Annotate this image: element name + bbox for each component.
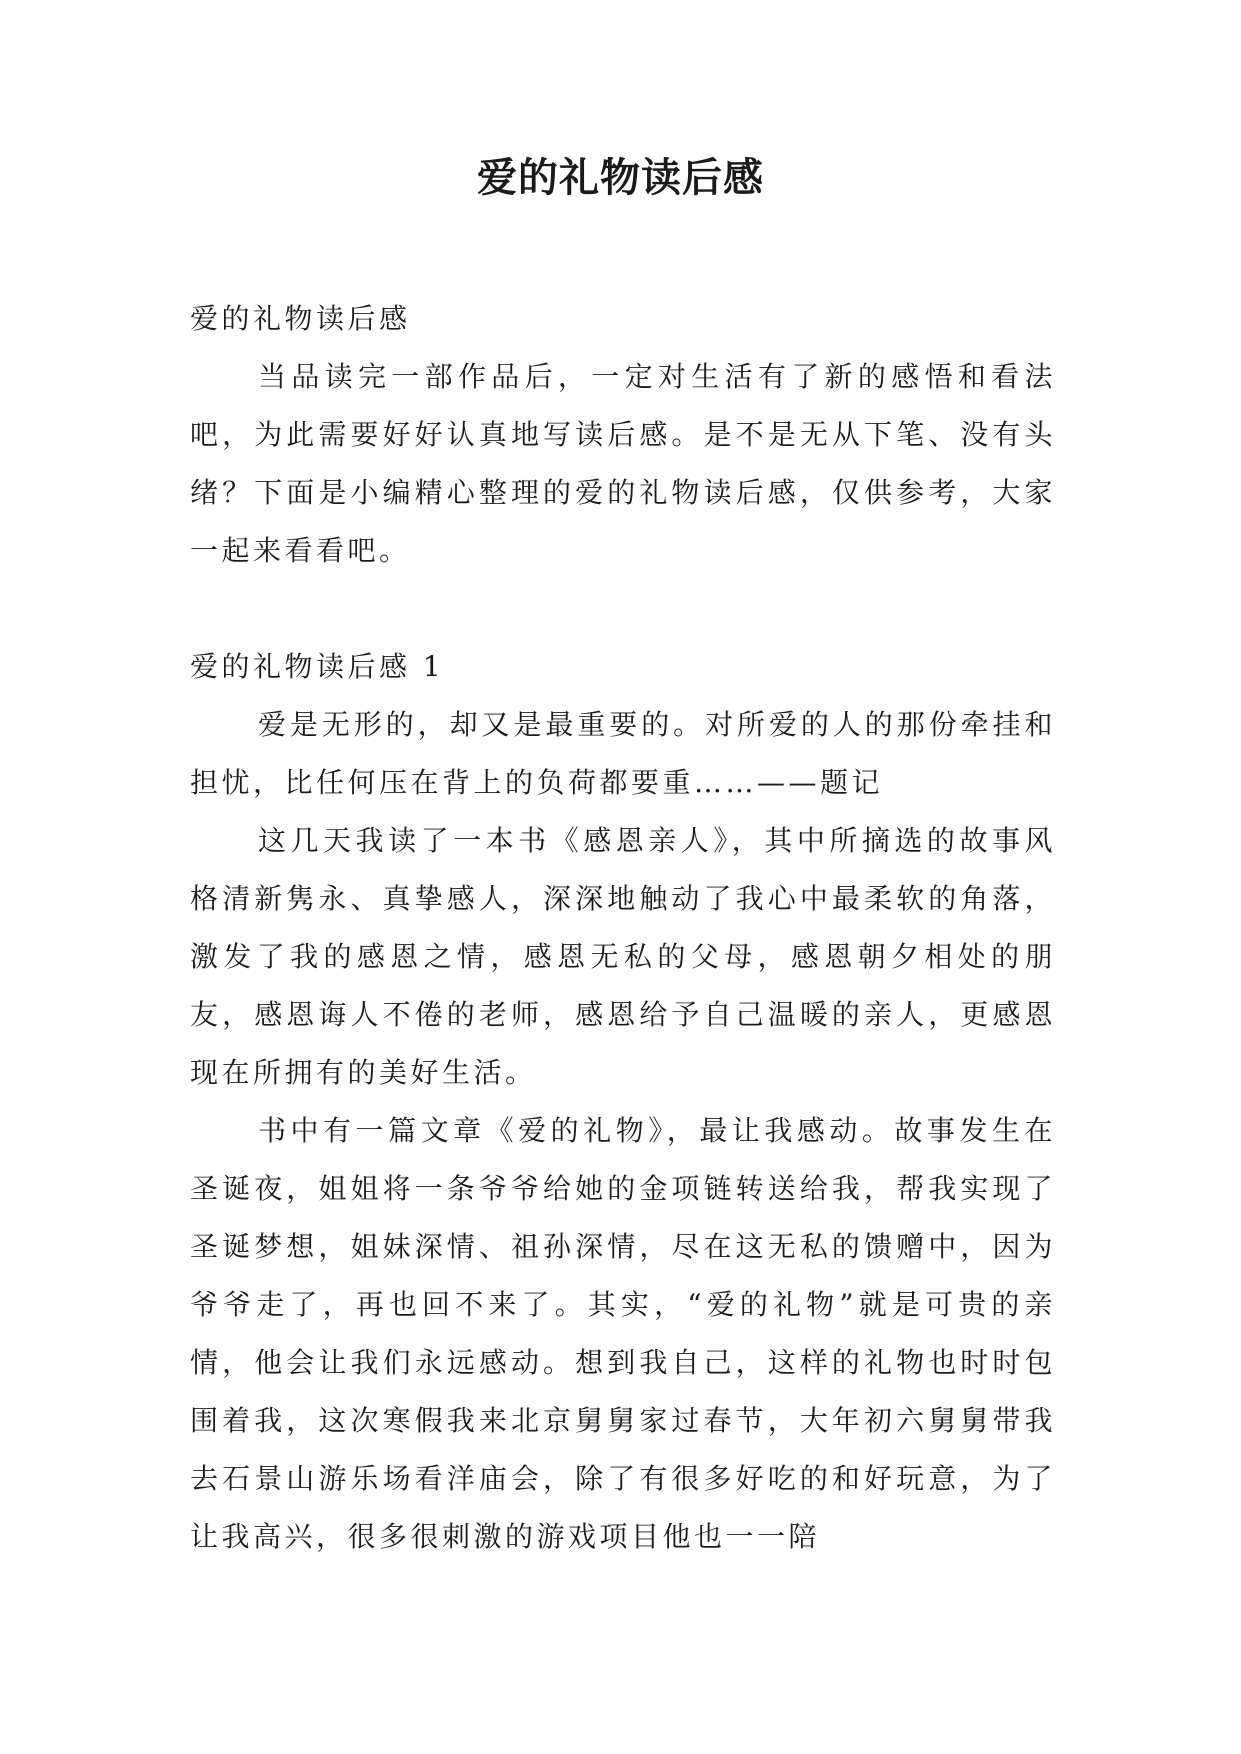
- section1-paragraph-2: 这几天我读了一本书《感恩亲人》，其中所摘选的故事风格清新隽永、真挚感人，深深地触动了我心中最柔软的角落，激发了我的感恩之情，感恩无私的父母，感恩朝夕相处的朋友，感恩诲人不倦的老师，感恩给予自己温暖的亲人，更感恩现在所拥有的美好生活。: [190, 824, 1056, 1089]
- section1-paragraph-1: 爱是无形的，却又是最重要的。对所爱的人的那份牵挂和担忧，比任何压在背上的负荷都要重……——题记: [190, 708, 1056, 799]
- section-gap: [190, 580, 1056, 638]
- section1-heading: 爱的礼物读后感 1: [190, 650, 445, 683]
- document-title: 爱的礼物读后感: [477, 155, 764, 201]
- section1-paragraph-3: 书中有一篇文章《爱的礼物》，最让我感动。故事发生在圣诞夜，姐姐将一条爷爷给她的金项链转送给我，帮我实现了圣诞梦想，姐妹深情、祖孙深情，尽在这无私的馈赠中，因为爷爷走了，再也回不来了。其实，“爱的礼物”就是可贵的亲情，他会让我们永远感动。想到我自己，这样的礼物也时时包围着我，这次寒假我来北京舅舅家过春节，大年初六舅舅带我去石景山游乐场看洋庙会，除了有很多好吃的和好玩意，为了让我高兴，很多很刺激的游戏项目他也一一陪: [190, 1114, 1056, 1553]
- document-body: [190, 290, 1056, 1566]
- intro-paragraph: 当品读完一部作品后，一定对生活有了新的感悟和看法吧，为此需要好好认真地写读后感。是不是无从下笔、没有头绪？下面是小编精心整理的爱的礼物读后感，仅供参考，大家一起来看看吧。: [190, 360, 1056, 567]
- intro-heading: 爱的礼物读后感: [190, 302, 411, 335]
